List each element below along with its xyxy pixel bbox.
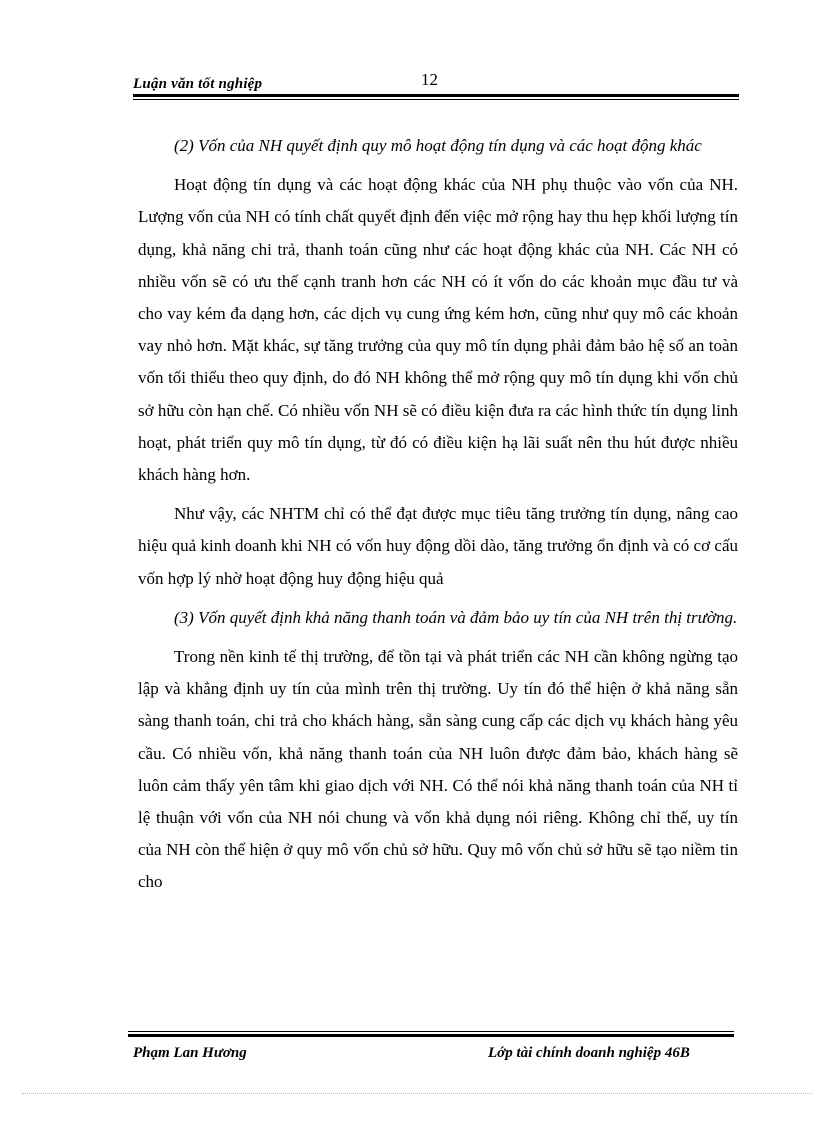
page-edge-dotted-line [22, 1093, 812, 1094]
body-paragraph: Trong nền kinh tế thị trường, để tồn tại và phát triển các NH cần không ngừng tạo lập và khẳng định uy tín của mình trên thị trường. Uy tín đó thể hiện ở khả năng sẵn sàng thanh toán, chi trả cho khách hàng, sẵn sàng cung cấp các dịch vụ khách hàng yêu cầu. Có nhiều vốn, khả năng thanh toán của NH luôn được đảm bảo, khách hàng sẽ luôn cảm thấy yên tâm khi giao dịch với NH. Có thể nói khả năng thanh toán của NH tỉ lệ thuận với vốn của NH nói chung và vốn khả dụng nói riêng. Không chỉ thế, uy tín của NH còn thể hiện ở quy mô vốn chủ sở hữu. Quy mô vốn chủ sở hữu sẽ tạo niềm tin cho [138, 647, 738, 892]
section-heading-3: (3) Vốn quyết định khả năng thanh toán và đảm bảo uy tín của NH trên thị trường. [174, 607, 738, 627]
document-body [138, 130, 738, 899]
footer-class: Lớp tài chính doanh nghiệp 46B [488, 1045, 690, 1061]
header-title: Luận văn tốt nghiệp [133, 76, 263, 92]
footer-rule-thick [128, 1034, 734, 1037]
header-rule-thick [133, 94, 739, 97]
body-paragraph: Như vậy, các NHTM chỉ có thể đạt được mục tiêu tăng trưởng tín dụng, nâng cao hiệu quả kinh doanh khi NH có vốn huy động dồi dào, tăng trưởng ổn định và có cơ cấu vốn hợp lý nhờ hoạt động huy động hiệu quả [138, 504, 738, 588]
body-paragraph: Hoạt động tín dụng và các hoạt động khác của NH phụ thuộc vào vốn của NH. Lượng vốn của NH có tính chất quyết định đến việc mở rộng hay thu hẹp khối lượng tín dụng, khả năng chi trả, thanh toán cũng như các hoạt động khác của NH. Các NH có nhiều vốn sẽ có ưu thế cạnh tranh hơn các NH có ít vốn do các khoản mục đầu tư và cho vay kém đa dạng hơn, các dịch vụ cung ứng kém hơn, cũng như quy mô các khoản vay nhỏ hơn. Mặt khác, sự tăng trưởng của quy mô tín dụng phải đảm bảo hệ số an toàn vốn tối thiểu theo quy định, do đó NH không thể mở rộng quy mô tín dụng khi vốn chủ sở hữu còn hạn chế. Có nhiều vốn NH sẽ có điều kiện đưa ra các hình thức tín dụng linh hoạt, phát triển quy mô tín dụng, từ đó có điều kiện hạ lãi suất nên thu hút được nhiều khách hàng hơn. [138, 175, 738, 485]
section-heading-2: (2) Vốn của NH quyết định quy mô hoạt động tín dụng và các hoạt động khác [174, 136, 702, 155]
footer-author: Phạm Lan Hương [133, 1045, 247, 1061]
page-number: 12 [421, 70, 438, 89]
header-rule-thin [133, 99, 739, 100]
footer-rule-thin [128, 1031, 734, 1032]
